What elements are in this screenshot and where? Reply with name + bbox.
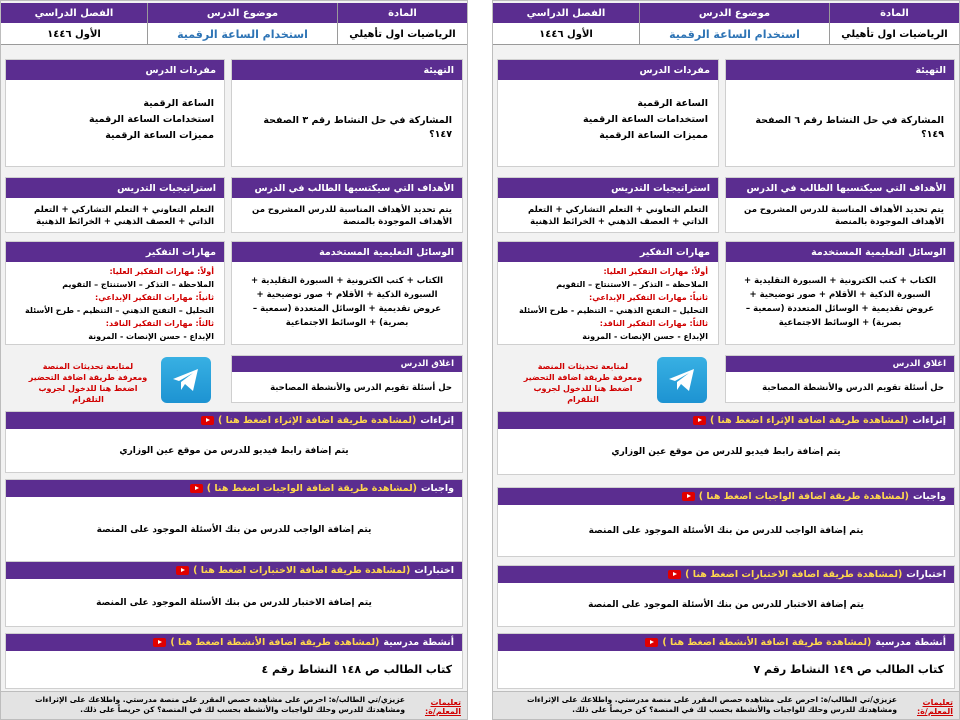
closing-title: اغلاق الدرس xyxy=(232,356,462,372)
subject-value: الرياضيات اول تأهيلي xyxy=(338,24,467,45)
vocab-title: مفردات الدرس xyxy=(6,60,224,80)
tools-box xyxy=(725,241,955,345)
thinking-heading: ثانياً: مهارات التفكير الإبداعي: xyxy=(589,293,708,302)
youtube-play-icon[interactable] xyxy=(668,570,681,579)
activities-title: أنشطة مدرسية xyxy=(383,637,454,648)
topic-label: موضوع الدرس xyxy=(640,3,829,24)
activities-section xyxy=(497,633,955,689)
homework-section xyxy=(5,479,463,563)
thinking-text: التحليل – التفتح الذهني – التنظيم - طرح الأسئلة xyxy=(519,306,708,315)
tests-section xyxy=(497,565,955,627)
strategies-text: التعلم التعاوني + التعلم التشاركي + التعلم الذاتي + العصف الذهني + الخرائط الذهنية xyxy=(33,205,214,227)
tests-link[interactable]: (لمشاهدة طريقة اضافة الاختبارات اضغط هنا ) xyxy=(193,565,411,576)
enrich-text: يتم إضافة رابط فيديو للدرس من موقع عين الوزاري xyxy=(119,445,349,456)
enrichments-section xyxy=(497,411,955,475)
strategies-text: التعلم التعاوني + التعلم التشاركي + التعلم الذاتي + العصف الذهني + الخرائط الذهنية xyxy=(527,205,708,227)
subject-label: المادة xyxy=(338,3,467,24)
closing-box xyxy=(725,355,955,403)
thinking-heading: أولاً: مهارات التفكير العليا: xyxy=(109,267,214,276)
telegram-icon xyxy=(171,367,201,393)
thinking-heading: ثالثاً: مهارات التفكير الناقد: xyxy=(105,319,214,328)
objectives-text: يتم تحديد الأهداف المناسبة للدرس المشروح من الأهداف الموجودة بالمنصة xyxy=(252,205,452,227)
telegram-promo[interactable]: لمتابعة تحديثات المنصة ومعرفة طريقة اضافة التحضير اضغط هنا للدخول لجروب التلقرام xyxy=(523,362,643,404)
thinking-box xyxy=(497,241,719,345)
teacher-text: عزيزي/تي الطالب/ة: احرص على مشاهدة حصص المقرر على منصة مدرستي. واطلاعك على الإثراءات ومشاهدتك للدرس وحلك للواجبات والأنشطة بحسب لك في المنصة؟ كن حريصاً على ذلك. xyxy=(526,695,897,714)
term-label: الفصل الدراسي xyxy=(1,3,147,24)
homework-link[interactable]: (لمشاهدة طريقة اضافة الواجبات اضغط هنا ) xyxy=(698,491,909,502)
activities-link[interactable]: (لمشاهدة طريقة اضافة الأنشطة اضغط هنا ) xyxy=(662,637,872,648)
closing-title: اغلاق الدرس xyxy=(726,356,954,372)
strategies-title: استراتيجيات التدريس xyxy=(6,178,224,198)
warmup-title: التهيئة xyxy=(232,60,462,80)
vocab-line: مميزات الساعة الرقمية xyxy=(599,130,708,141)
thinking-box xyxy=(5,241,225,345)
vocab-line: استخدامات الساعة الرقمية xyxy=(89,114,214,125)
term-label: الفصل الدراسي xyxy=(493,3,639,24)
warmup-box xyxy=(231,59,463,167)
tests-link[interactable]: (لمشاهدة طريقة اضافة الاختبارات اضغط هنا ) xyxy=(685,569,903,580)
enrich-title: إثراءات xyxy=(912,415,946,426)
thinking-text: الإبداع - حسن الإنصات - المرونة xyxy=(582,332,708,341)
lesson-plan-page-2 xyxy=(492,0,960,720)
enrich-link[interactable]: (لمشاهدة طريقة اضافة الإثراء اضغط هنا ) xyxy=(218,415,417,426)
thinking-text: التحليل – التفتح الذهني – التنظيم - طرح الأسئلة xyxy=(25,306,214,315)
strategies-box xyxy=(497,177,719,233)
thinking-heading: ثالثاً: مهارات التفكير الناقد: xyxy=(599,319,708,328)
homework-text: يتم إضافة الواجب للدرس من بنك الأسئلة الموجود على المنصة xyxy=(96,524,372,535)
topic-label: موضوع الدرس xyxy=(148,3,337,24)
homework-title: واجبات xyxy=(913,491,946,502)
activities-text: كتاب الطالب ص ١٤٩ النشاط رقم ٧ xyxy=(753,663,944,676)
telegram-icon xyxy=(667,367,697,393)
thinking-text: الإبداع - حسن الإنصات - المرونة xyxy=(88,332,214,341)
thinking-title: مهارات التفكير xyxy=(498,242,718,262)
warmup-box xyxy=(725,59,955,167)
tests-title: اختبارات xyxy=(414,565,454,576)
enrich-text: يتم إضافة رابط فيديو للدرس من موقع عين الوزاري xyxy=(611,446,841,457)
thinking-text: الملاحظة – التذكر – الاستنتاج – التقويم xyxy=(62,280,214,289)
enrich-title: إثراءات xyxy=(420,415,454,426)
vocab-title: مفردات الدرس xyxy=(498,60,718,80)
vocab-box xyxy=(5,59,225,167)
term-value: الأول ١٤٤٦ xyxy=(493,24,639,45)
enrichments-section xyxy=(5,411,463,473)
telegram-button[interactable] xyxy=(161,357,211,403)
tools-title: الوسائل التعليمية المستخدمة xyxy=(232,242,462,262)
topic-value: استخدام الساعة الرقمية xyxy=(148,24,337,45)
objectives-title: الأهداف التي سيكتسبها الطالب في الدرس xyxy=(232,178,462,198)
activities-title: أنشطة مدرسية xyxy=(875,637,946,648)
youtube-play-icon[interactable] xyxy=(201,416,214,425)
closing-box xyxy=(231,355,463,403)
homework-title: واجبات xyxy=(421,483,454,494)
objectives-title: الأهداف التي سيكتسبها الطالب في الدرس xyxy=(726,178,954,198)
youtube-play-icon[interactable] xyxy=(682,492,695,501)
tools-box xyxy=(231,241,463,345)
objectives-box xyxy=(231,177,463,233)
thinking-title: مهارات التفكير xyxy=(6,242,224,262)
vocab-line: مميزات الساعة الرقمية xyxy=(105,130,214,141)
homework-section xyxy=(497,487,955,557)
youtube-play-icon[interactable] xyxy=(176,566,189,575)
teacher-instructions xyxy=(493,691,959,720)
topic-value: استخدام الساعة الرقمية xyxy=(640,24,829,45)
lesson-plan-page-1 xyxy=(0,0,468,720)
thinking-heading: ثانياً: مهارات التفكير الإبداعي: xyxy=(95,293,214,302)
activities-text: كتاب الطالب ص ١٤٨ النشاط رقم ٤ xyxy=(261,663,452,676)
thinking-text: الملاحظة – التذكر – الاستنتاج – التقويم xyxy=(556,280,708,289)
tools-text: الكتاب + كتب الكترونية + السبورة التقليدية + السبورة الذكية + الأقلام + صور توضيحية + عروض تقديمية + الوسائل المتعددة (سمعية – بصرية) + الوسائط الاجتماعية xyxy=(743,276,936,328)
tools-text: الكتاب + كتب الكترونية + السبورة التقليدية + السبورة الذكية + الأقلام + صور توضيحية + عروض تقديمية + الوسائل المتعددة (سمعية – بصرية) + الوسائط الاجتماعية xyxy=(250,276,443,328)
header-table xyxy=(493,3,959,45)
tests-section xyxy=(5,561,463,627)
youtube-play-icon[interactable] xyxy=(190,484,203,493)
strategies-box xyxy=(5,177,225,233)
objectives-box xyxy=(725,177,955,233)
vocab-line: الساعة الرقمية xyxy=(143,98,214,109)
homework-link[interactable]: (لمشاهدة طريقة اضافة الواجبات اضغط هنا ) xyxy=(206,483,417,494)
teacher-text: عزيزي/تي الطالب/ة: احرص على مشاهدة حصص المقرر على منصة مدرستي. واطلاعك على الإثراءات ومشاهدتك للدرس وحلك للواجبات والأنشطة بحسب لك في المنصة؟ كن حريصاً على ذلك. xyxy=(34,695,405,714)
youtube-play-icon[interactable] xyxy=(153,638,166,647)
telegram-promo[interactable]: لمتابعة تحديثات المنصة ومعرفة طريقة اضافة التحضير اضغط هنا للدخول لجروب التلقرام xyxy=(28,362,148,404)
header-table xyxy=(1,3,467,45)
vocab-line: الساعة الرقمية xyxy=(637,98,708,109)
vocab-box xyxy=(497,59,719,167)
warmup-text: المشاركة في حل النشاط رقم ٣ الصفحة ١٤٧؟ xyxy=(263,115,452,140)
enrich-link[interactable]: (لمشاهدة طريقة اضافة الإثراء اضغط هنا ) xyxy=(710,415,909,426)
tests-text: يتم إضافة الاختبار للدرس من بنك الأسئلة الموجود على المنصة xyxy=(96,597,372,608)
homework-text: يتم إضافة الواجب للدرس من بنك الأسئلة الموجود على المنصة xyxy=(588,525,864,536)
objectives-text: يتم تحديد الأهداف المناسبة للدرس المشروح من الأهداف الموجودة بالمنصة xyxy=(744,205,944,227)
closing-text: حل أسئلة تقويم الدرس والأنشطة المصاحبة xyxy=(270,383,452,393)
youtube-play-icon[interactable] xyxy=(693,416,706,425)
activities-section xyxy=(5,633,463,689)
term-value: الأول ١٤٤٦ xyxy=(1,24,147,45)
subject-value: الرياضيات اول تأهيلي xyxy=(830,24,959,45)
tests-text: يتم إضافة الاختبار للدرس من بنك الأسئلة الموجود على المنصة xyxy=(588,599,864,610)
strategies-title: استراتيجيات التدريس xyxy=(498,178,718,198)
activities-link[interactable]: (لمشاهدة طريقة اضافة الأنشطة اضغط هنا ) xyxy=(170,637,380,648)
teacher-instructions xyxy=(1,691,467,720)
vocab-line: استخدامات الساعة الرقمية xyxy=(583,114,708,125)
warmup-title: التهيئة xyxy=(726,60,954,80)
tools-title: الوسائل التعليمية المستخدمة xyxy=(726,242,954,262)
thinking-heading: أولاً: مهارات التفكير العليا: xyxy=(603,267,708,276)
warmup-text: المشاركة في حل النشاط رقم ٦ الصفحة ١٤٩؟ xyxy=(755,115,944,140)
subject-label: المادة xyxy=(830,3,959,24)
teacher-label: تعليمات المعلم/ة: xyxy=(916,698,953,716)
teacher-label: تعليمات المعلم/ة: xyxy=(424,698,461,716)
tests-title: اختبارات xyxy=(906,569,946,580)
telegram-button[interactable] xyxy=(657,357,707,403)
youtube-play-icon[interactable] xyxy=(645,638,658,647)
closing-text: حل أسئلة تقويم الدرس والأنشطة المصاحبة xyxy=(762,383,944,393)
